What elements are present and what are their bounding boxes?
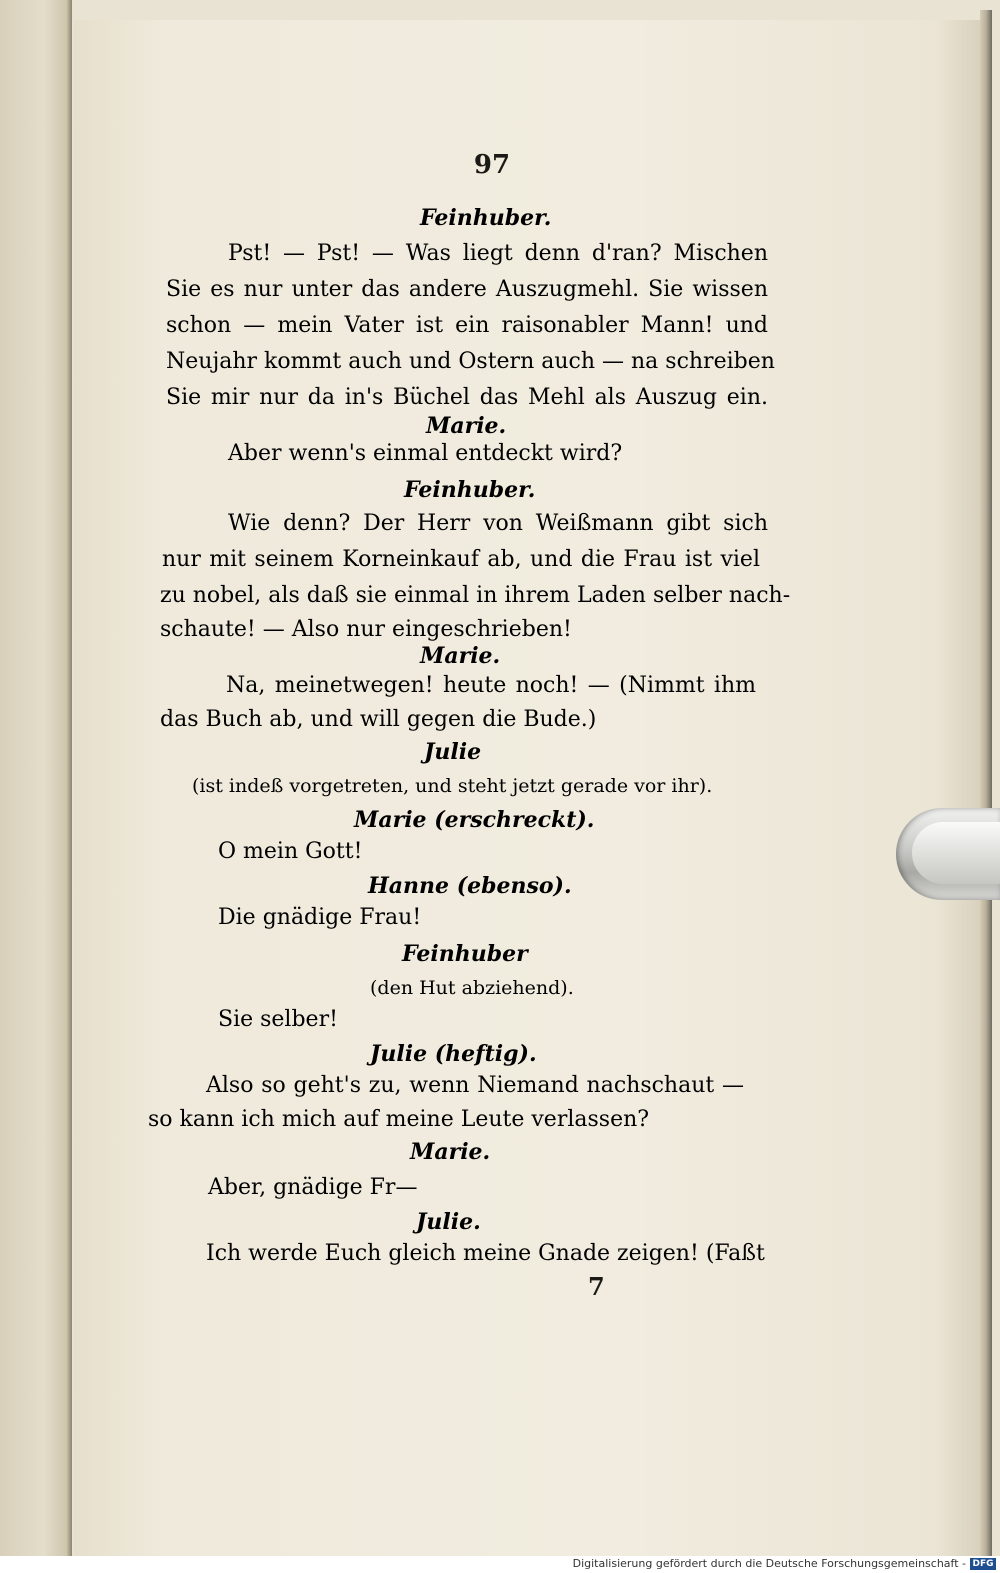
dialogue-line: Neujahr kommt auch und Ostern auch — na schreiben: [166, 349, 775, 374]
page-number: 97: [473, 150, 511, 180]
dialogue-line: schon — mein Vater ist ein raisonabler Mann! und: [166, 313, 768, 338]
dialogue-line: Wie denn? Der Herr von Weißmann gibt sich: [228, 511, 768, 536]
speaker-name: Marie.: [426, 413, 507, 439]
dialogue-line: nur mit seinem Korneinkauf ab, und die Frau ist viel: [162, 547, 760, 572]
dialogue-line: O mein Gott!: [218, 839, 363, 864]
dialogue-line: Ich werde Euch gleich meine Gnade zeigen! (Faßt: [206, 1241, 765, 1266]
dialogue-line: Pst! — Pst! — Was liegt denn d'ran? Mischen: [228, 241, 768, 266]
speaker-name: Feinhuber.: [420, 205, 552, 231]
speaker-name: Marie (erschreckt).: [354, 807, 595, 833]
bookmark-tab-highlight: [912, 822, 1000, 884]
speaker-name: Julie.: [416, 1209, 481, 1235]
dialogue-line: Also so geht's zu, wenn Niemand nachschaut —: [206, 1073, 744, 1098]
speaker-name: Marie.: [420, 643, 501, 669]
speaker-name: Julie (heftig).: [370, 1041, 537, 1067]
dialogue-line: Sie es nur unter das andere Auszugmehl. Sie wissen: [166, 277, 768, 302]
dialogue-line: Die gnädige Frau!: [218, 905, 422, 930]
dialogue-line: schaute! — Also nur eingeschrieben!: [160, 617, 572, 642]
dialogue-line: zu nobel, als daß sie einmal in ihrem Laden selber nach-: [160, 583, 791, 608]
speaker-name: Julie: [424, 739, 482, 765]
dialogue-line: Sie mir nur da in's Büchel das Mehl als Auszug ein.: [166, 385, 768, 410]
dialogue-line: Sie selber!: [218, 1007, 338, 1032]
speaker-name: Hanne (ebenso).: [368, 873, 572, 899]
dialogue-line: das Buch ab, und will gegen die Bude.): [160, 707, 597, 732]
speaker-name: Feinhuber.: [404, 477, 536, 503]
page-signature: 7: [588, 1272, 605, 1301]
stage-direction: (ist indeß vorgetreten, und steht jetzt gerade vor ihr).: [192, 775, 713, 797]
stage-direction: (den Hut abziehend).: [370, 977, 574, 999]
dialogue-line: Aber wenn's einmal entdeckt wird?: [228, 441, 623, 466]
dialogue-line: so kann ich mich auf meine Leute verlassen?: [148, 1107, 650, 1132]
left-page-edge: [0, 0, 72, 1556]
dfg-logo: DFG: [970, 1558, 996, 1570]
footer-credit: Digitalisierung gefördert durch die Deutsche Forschungsgemeinschaft -: [572, 1557, 966, 1570]
speaker-name: Feinhuber: [402, 941, 528, 967]
dialogue-line: Aber, gnädige Fr—: [208, 1175, 418, 1200]
dialogue-line: Na, meinetwegen! heute noch! — (Nimmt ihm: [226, 673, 756, 698]
speaker-name: Marie.: [410, 1139, 491, 1165]
page-stack-edge: [980, 10, 992, 1560]
